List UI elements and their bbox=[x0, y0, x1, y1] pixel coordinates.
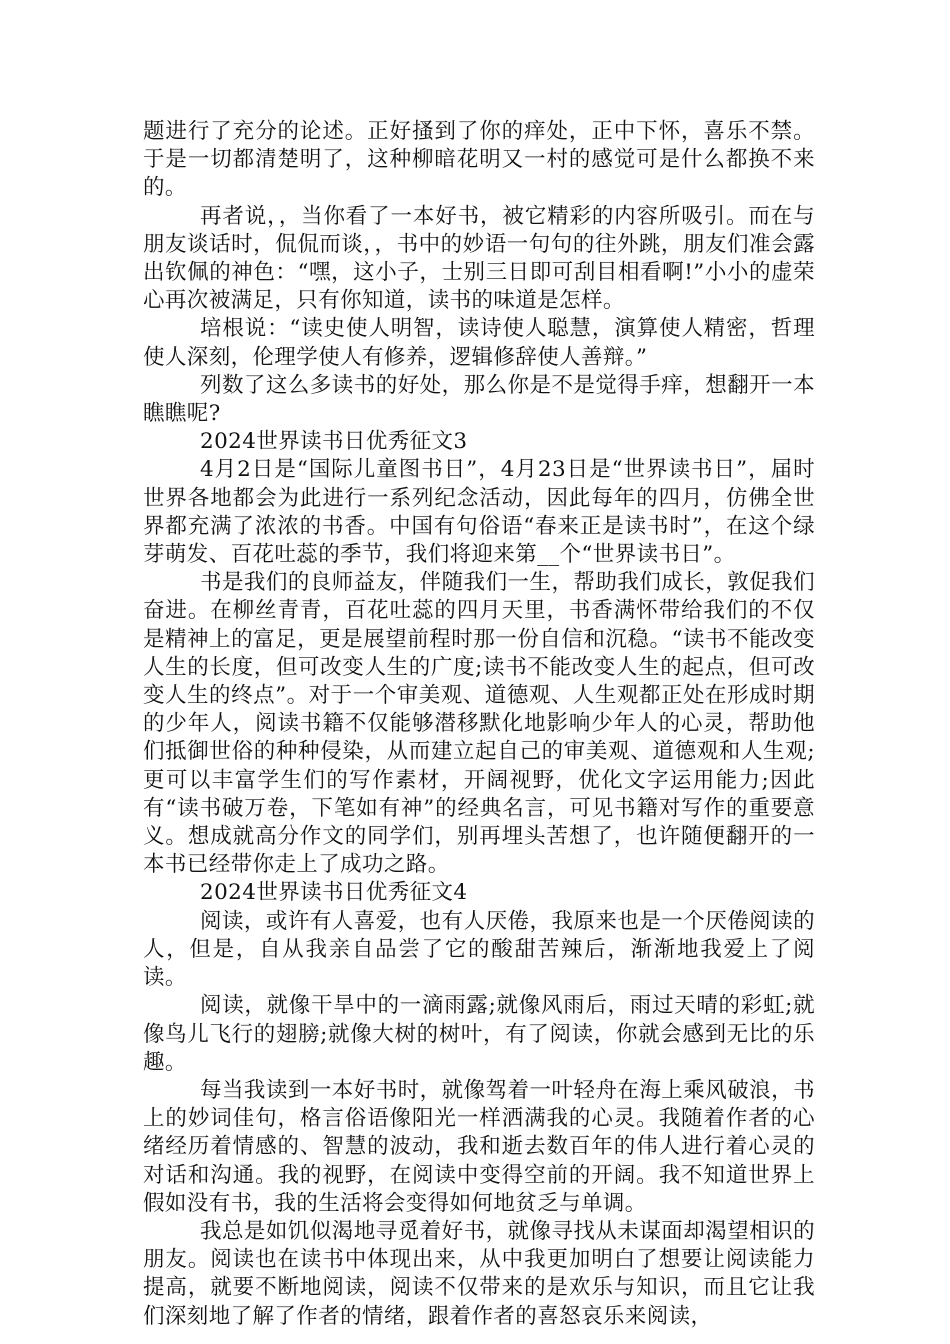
essay-4-paragraph: 阅读，或许有人喜爱，也有人厌倦，我原来也是一个厌倦阅读的人，但是，自从我亲自品尝了它的酸甜苦辣后，渐渐地我爱上了阅读。 bbox=[143, 908, 815, 991]
essay-4-paragraph: 阅读，就像干旱中的一滴雨露;就像风雨后，雨过天晴的彩虹;就像鸟儿飞行的翅膀;就像大树的树叶，有了阅读，你就会感到无比的乐趣。 bbox=[143, 993, 815, 1075]
paragraph-bacon-quote: 培根说：“读史使人明智，读诗使人聪慧，演算使人精密，哲理使人深刻，伦理学使人有修养，逻辑修辞使人善辩。” bbox=[143, 316, 815, 370]
essay-4-paragraph: 我总是如饥似渴地寻觅着好书，就像寻找从未谋面却渴望相识的朋友。阅读也在读书中体现出来，从中我更加明白了想要让阅读能力提高，就要不断地阅读，阅读不仅带来的是欢乐与知识，而且它让我们深刻地了解了作者的情绪，跟着作者的喜怒哀乐来阅读， bbox=[143, 1218, 815, 1329]
paragraph-conclusion: 列数了这么多读书的好处，那么你是不是觉得手痒，想翻开一本瞧瞧呢? bbox=[143, 372, 815, 427]
essay-3-paragraph: 4月2日是“国际儿童图书日”，4月23日是“世界读书日”，届时世界各地都会为此进行一系列纪念活动，因此每年的四月，仿佛全世界都充满了浓浓的书香。中国有句俗语“春来正是读书时”，在这个绿芽萌发、百花吐蕊的季节，我们将迎来第__个“世界读书日”。 bbox=[143, 457, 815, 568]
section-heading-essay-3: 2024世界读书日优秀征文3 bbox=[200, 429, 468, 455]
paragraph-continuation: 题进行了充分的论述。正好搔到了你的痒处，正中下怀，喜乐不禁。于是一切都清楚明了，这种柳暗花明又一村的感觉可是什么都换不来的。 bbox=[143, 119, 815, 201]
document-body bbox=[143, 118, 815, 1331]
essay-4-paragraph: 每当我读到一本好书时，就像驾着一叶轻舟在海上乘风破浪，书上的妙词佳句，格言俗语像阳光一样洒满我的心灵。我随着作者的心绪经历着情感的、智慧的波动，我和逝去数百年的伟人进行着心灵的对话和沟通。我的视野，在阅读中变得空前的开阔。我不知道世界上假如没有书，我的生活将会变得如何地贫乏与单调。 bbox=[143, 1077, 815, 1216]
paragraph-vanity: 再者说，，当你看了一本好书，被它精彩的内容所吸引。而在与朋友谈话时，侃侃而谈，，书中的妙语一句句的往外跳，朋友们准会露出钦佩的神色：“嘿，这小子，士别三日即可刮目相看啊!”小小的虚荣心再次被满足，只有你知道，读书的味道是怎样。 bbox=[143, 203, 815, 314]
section-heading-essay-4: 2024世界读书日优秀征文4 bbox=[200, 880, 468, 906]
essay-3-paragraph: 书是我们的良师益友，伴随我们一生，帮助我们成长，敦促我们奋进。在柳丝青青，百花吐蕊的四月天里，书香满怀带给我们的不仅是精神上的富足，更是展望前程时那一份自信和沉稳。“读书不能改变人生的长度，但可改变人生的广度;读书不能改变人生的起点，但可改变人生的终点”。对于一个审美观、道德观、人生观都正处在形成时期的少年人，阅读书籍不仅能够潜移默化地影响少年人的心灵，帮助他们抵御世俗的种种侵染，从而建立起自己的审美观、道德观和人生观;更可以丰富学生们的写作素材，开阔视野，优化文字运用能力;因此有“读书破万卷，下笔如有神”的经典名言，可见书籍对写作的重要意义。想成就高分作文的同学们，别再埋头苦想了，也许随便翻开的一本书已经带你走上了成功之路。 bbox=[143, 570, 815, 878]
